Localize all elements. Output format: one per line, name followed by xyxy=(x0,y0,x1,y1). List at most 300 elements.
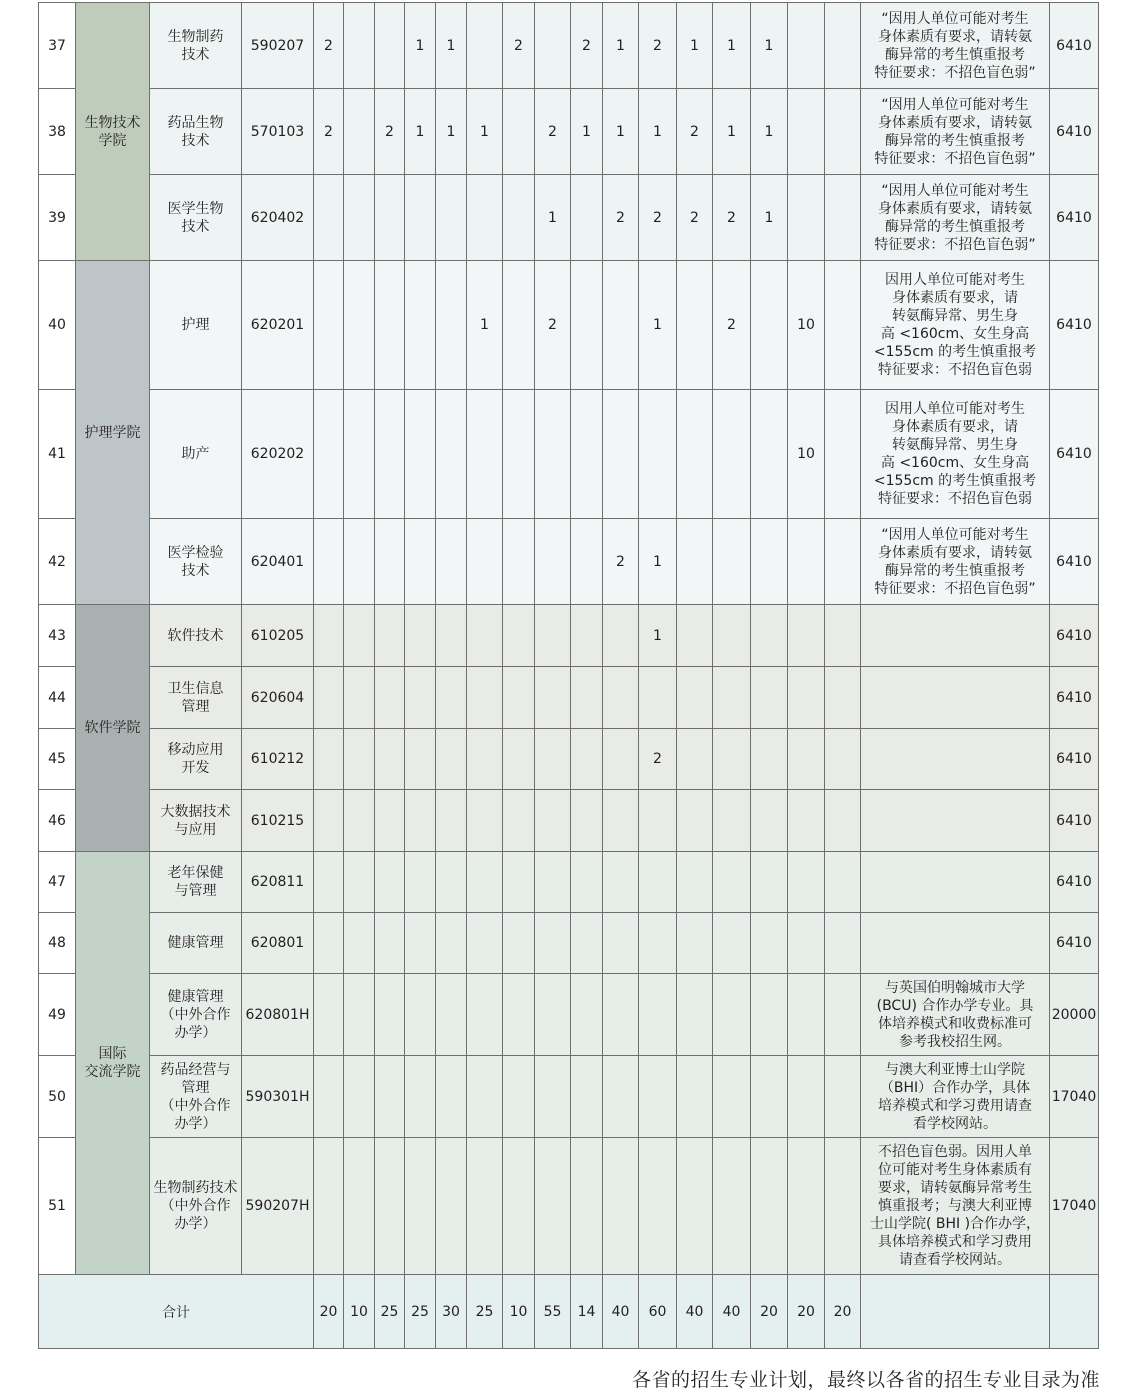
quota-cell: 2 xyxy=(639,175,677,261)
quota-cell: 1 xyxy=(467,261,503,390)
quota-cell xyxy=(405,519,436,605)
quota-cell xyxy=(713,974,751,1056)
tuition-fee: 6410 xyxy=(1050,605,1099,667)
row-number: 51 xyxy=(39,1138,76,1275)
total-row xyxy=(39,1275,1099,1349)
major-name: 医学检验 技术 xyxy=(150,519,242,605)
quota-cell xyxy=(603,667,639,729)
tuition-fee: 6410 xyxy=(1050,390,1099,519)
quota-cell xyxy=(314,1056,344,1138)
remark-cell: 因用人单位可能对考生 身体素质有要求，请 转氨酶异常、男生身 高 <160cm、女生身高 <155cm 的考生慎重报考 特征要求：不招色盲色弱 xyxy=(861,390,1050,519)
quota-cell: 2 xyxy=(535,261,571,390)
major-name: 药品经营与 管理 （中外合作 办学） xyxy=(150,1056,242,1138)
quota-cell: 2 xyxy=(535,89,571,175)
quota-cell xyxy=(344,1056,375,1138)
quota-cell: 2 xyxy=(603,519,639,605)
tuition-fee: 6410 xyxy=(1050,175,1099,261)
quota-cell: 10 xyxy=(788,261,825,390)
quota-cell xyxy=(436,790,467,852)
quota-cell xyxy=(375,519,405,605)
quota-cell xyxy=(503,974,535,1056)
quota-cell: 1 xyxy=(751,89,788,175)
quota-cell xyxy=(677,261,713,390)
quota-cell xyxy=(344,175,375,261)
quota-cell xyxy=(713,390,751,519)
table-row xyxy=(39,519,1099,605)
quota-cell: 1 xyxy=(639,605,677,667)
quota-cell: 2 xyxy=(375,89,405,175)
quota-cell xyxy=(436,390,467,519)
quota-cell xyxy=(535,790,571,852)
remark-cell xyxy=(861,913,1050,974)
quota-cell xyxy=(788,852,825,913)
total-cell: 20 xyxy=(788,1275,825,1349)
quota-cell xyxy=(314,790,344,852)
major-code: 620201 xyxy=(242,261,314,390)
quota-cell xyxy=(344,519,375,605)
quota-cell xyxy=(467,667,503,729)
major-name: 健康管理 （中外合作 办学） xyxy=(150,974,242,1056)
quota-cell xyxy=(788,913,825,974)
quota-cell xyxy=(603,974,639,1056)
quota-cell xyxy=(603,790,639,852)
table-row xyxy=(39,852,1099,913)
quota-cell xyxy=(535,1138,571,1275)
tuition-fee: 6410 xyxy=(1050,913,1099,974)
remark-cell: 不招色盲色弱。因用人单 位可能对考生身体素质有 要求，请转氨酶异常考生 慎重报考；与澳大利亚博 士山学院( BHI )合作办学， 具体培养模式和学习费用 请查看学校网站。 xyxy=(861,1138,1050,1275)
quota-cell xyxy=(751,1138,788,1275)
table-row xyxy=(39,3,1099,89)
quota-cell xyxy=(639,390,677,519)
quota-cell xyxy=(375,261,405,390)
quota-cell xyxy=(713,1056,751,1138)
major-code: 620401 xyxy=(242,519,314,605)
quota-cell xyxy=(571,667,603,729)
total-cell: 55 xyxy=(535,1275,571,1349)
quota-cell xyxy=(535,605,571,667)
quota-cell: 1 xyxy=(639,89,677,175)
table-row xyxy=(39,605,1099,667)
quota-cell xyxy=(405,667,436,729)
quota-cell xyxy=(825,1138,861,1275)
row-number: 38 xyxy=(39,89,76,175)
table-row xyxy=(39,390,1099,519)
quota-cell xyxy=(751,667,788,729)
quota-cell xyxy=(314,605,344,667)
quota-cell xyxy=(344,605,375,667)
quota-cell xyxy=(405,390,436,519)
quota-cell xyxy=(603,605,639,667)
quota-cell xyxy=(344,790,375,852)
quota-cell xyxy=(314,1138,344,1275)
quota-cell xyxy=(405,729,436,790)
quota-cell xyxy=(751,519,788,605)
row-number: 49 xyxy=(39,974,76,1056)
quota-cell xyxy=(535,852,571,913)
quota-cell xyxy=(825,913,861,974)
quota-cell xyxy=(436,261,467,390)
quota-cell xyxy=(375,913,405,974)
quota-cell xyxy=(639,852,677,913)
quota-cell xyxy=(751,261,788,390)
quota-cell: 10 xyxy=(788,390,825,519)
table-row xyxy=(39,974,1099,1056)
quota-cell xyxy=(467,390,503,519)
major-name: 移动应用 开发 xyxy=(150,729,242,790)
quota-cell xyxy=(436,729,467,790)
tuition-fee: 6410 xyxy=(1050,790,1099,852)
quota-cell xyxy=(603,261,639,390)
quota-cell: 1 xyxy=(639,519,677,605)
quota-cell xyxy=(603,1138,639,1275)
table-row xyxy=(39,729,1099,790)
quota-cell xyxy=(375,175,405,261)
major-code: 590207 xyxy=(242,3,314,89)
quota-cell xyxy=(751,852,788,913)
remark-cell: 因用人单位可能对考生 身体素质有要求，请 转氨酶异常、男生身 高 <160cm、女生身高 <155cm 的考生慎重报考 特征要求：不招色盲色弱 xyxy=(861,261,1050,390)
row-number: 45 xyxy=(39,729,76,790)
quota-cell xyxy=(467,605,503,667)
quota-cell: 1 xyxy=(713,89,751,175)
college-name: 软件学院 xyxy=(76,605,150,852)
quota-cell: 1 xyxy=(571,89,603,175)
quota-cell xyxy=(503,261,535,390)
total-fee xyxy=(1050,1275,1099,1349)
quota-cell xyxy=(677,519,713,605)
quota-cell: 1 xyxy=(405,89,436,175)
major-code: 590301H xyxy=(242,1056,314,1138)
row-number: 40 xyxy=(39,261,76,390)
quota-cell xyxy=(535,667,571,729)
quota-cell xyxy=(314,974,344,1056)
quota-cell xyxy=(436,913,467,974)
remark-cell xyxy=(861,852,1050,913)
quota-cell: 2 xyxy=(314,89,344,175)
quota-cell: 2 xyxy=(639,3,677,89)
quota-cell: 2 xyxy=(503,3,535,89)
quota-cell xyxy=(436,519,467,605)
quota-cell xyxy=(751,1056,788,1138)
quota-cell: 2 xyxy=(639,729,677,790)
quota-cell xyxy=(314,913,344,974)
quota-cell xyxy=(436,667,467,729)
tuition-fee: 6410 xyxy=(1050,3,1099,89)
major-name: 生物制药技术 （中外合作 办学） xyxy=(150,1138,242,1275)
quota-cell xyxy=(436,974,467,1056)
major-name: 卫生信息 管理 xyxy=(150,667,242,729)
quota-cell xyxy=(713,729,751,790)
quota-cell xyxy=(677,390,713,519)
quota-cell xyxy=(344,3,375,89)
quota-cell xyxy=(436,1138,467,1275)
quota-cell xyxy=(503,852,535,913)
quota-cell xyxy=(639,790,677,852)
quota-cell xyxy=(503,519,535,605)
major-code: 610215 xyxy=(242,790,314,852)
quota-cell xyxy=(639,667,677,729)
quota-cell: 1 xyxy=(713,3,751,89)
remark-cell: 与英国伯明翰城市大学 (BCU) 合作办学专业。具 体培养模式和收费标准可 参考我校招生网。 xyxy=(861,974,1050,1056)
quota-cell xyxy=(314,261,344,390)
quota-cell xyxy=(436,1056,467,1138)
quota-cell xyxy=(825,974,861,1056)
table-row xyxy=(39,1056,1099,1138)
enrollment-plan-table xyxy=(38,2,1099,1349)
quota-cell xyxy=(713,519,751,605)
quota-cell: 2 xyxy=(571,3,603,89)
row-number: 39 xyxy=(39,175,76,261)
quota-cell xyxy=(571,605,603,667)
row-number: 42 xyxy=(39,519,76,605)
major-name: 老年保健 与管理 xyxy=(150,852,242,913)
quota-cell xyxy=(751,390,788,519)
quota-cell xyxy=(825,1056,861,1138)
quota-cell: 1 xyxy=(603,89,639,175)
major-code: 610212 xyxy=(242,729,314,790)
total-cell: 25 xyxy=(375,1275,405,1349)
tuition-fee: 17040 xyxy=(1050,1056,1099,1138)
quota-cell: 2 xyxy=(713,175,751,261)
total-cell: 20 xyxy=(825,1275,861,1349)
major-name: 医学生物 技术 xyxy=(150,175,242,261)
quota-cell xyxy=(503,1138,535,1275)
quota-cell xyxy=(639,913,677,974)
quota-cell xyxy=(344,913,375,974)
quota-cell xyxy=(788,89,825,175)
tuition-fee: 6410 xyxy=(1050,667,1099,729)
quota-cell xyxy=(571,974,603,1056)
quota-cell xyxy=(535,390,571,519)
quota-cell xyxy=(825,519,861,605)
quota-cell xyxy=(825,175,861,261)
total-cell: 10 xyxy=(344,1275,375,1349)
remark-cell: “因用人单位可能对考生 身体素质有要求，请转氨 酶异常的考生慎重报考 特征要求：不招色盲色弱” xyxy=(861,519,1050,605)
footer-note: 各省的招生专业计划，最终以各省的招生专业目录为准 xyxy=(631,1369,1100,1391)
quota-cell xyxy=(571,1138,603,1275)
quota-cell xyxy=(375,852,405,913)
total-cell: 40 xyxy=(603,1275,639,1349)
row-number: 50 xyxy=(39,1056,76,1138)
quota-cell xyxy=(503,913,535,974)
quota-cell xyxy=(405,605,436,667)
quota-cell xyxy=(314,175,344,261)
quota-cell xyxy=(603,729,639,790)
quota-cell xyxy=(344,89,375,175)
quota-cell: 1 xyxy=(436,89,467,175)
quota-cell xyxy=(751,605,788,667)
total-cell: 20 xyxy=(314,1275,344,1349)
table-row xyxy=(39,790,1099,852)
quota-cell xyxy=(344,261,375,390)
row-number: 37 xyxy=(39,3,76,89)
quota-cell xyxy=(571,175,603,261)
major-name: 软件技术 xyxy=(150,605,242,667)
quota-cell xyxy=(405,974,436,1056)
quota-cell xyxy=(535,729,571,790)
quota-cell xyxy=(405,852,436,913)
quota-cell xyxy=(825,852,861,913)
quota-cell xyxy=(603,1056,639,1138)
quota-cell xyxy=(503,175,535,261)
total-cell: 40 xyxy=(677,1275,713,1349)
quota-cell xyxy=(751,974,788,1056)
quota-cell: 2 xyxy=(603,175,639,261)
quota-cell xyxy=(751,729,788,790)
total-cell: 40 xyxy=(713,1275,751,1349)
tuition-fee: 20000 xyxy=(1050,974,1099,1056)
quota-cell xyxy=(751,913,788,974)
tuition-fee: 6410 xyxy=(1050,261,1099,390)
quota-cell xyxy=(344,667,375,729)
quota-cell xyxy=(788,790,825,852)
quota-cell xyxy=(603,913,639,974)
quota-cell xyxy=(603,390,639,519)
quota-cell xyxy=(314,390,344,519)
quota-cell xyxy=(535,1056,571,1138)
quota-cell xyxy=(677,790,713,852)
quota-cell xyxy=(639,974,677,1056)
quota-cell: 2 xyxy=(677,175,713,261)
remark-cell: 与澳大利亚博士山学院 （BHI）合作办学，具体 培养模式和学习费用请查 看学校网站。 xyxy=(861,1056,1050,1138)
quota-cell xyxy=(405,1056,436,1138)
quota-cell: 2 xyxy=(713,261,751,390)
quota-cell xyxy=(788,1056,825,1138)
quota-cell xyxy=(571,729,603,790)
quota-cell xyxy=(825,89,861,175)
quota-cell xyxy=(467,519,503,605)
quota-cell xyxy=(788,175,825,261)
row-number: 48 xyxy=(39,913,76,974)
major-code: 620202 xyxy=(242,390,314,519)
major-name: 健康管理 xyxy=(150,913,242,974)
major-code: 570103 xyxy=(242,89,314,175)
quota-cell xyxy=(713,605,751,667)
quota-cell xyxy=(405,261,436,390)
quota-cell xyxy=(467,913,503,974)
quota-cell xyxy=(405,1138,436,1275)
quota-cell xyxy=(503,605,535,667)
total-cell: 25 xyxy=(467,1275,503,1349)
major-name: 药品生物 技术 xyxy=(150,89,242,175)
quota-cell xyxy=(825,790,861,852)
quota-cell xyxy=(375,1056,405,1138)
quota-cell xyxy=(713,852,751,913)
quota-cell xyxy=(788,1138,825,1275)
table-row xyxy=(39,261,1099,390)
quota-cell xyxy=(677,729,713,790)
quota-cell xyxy=(314,729,344,790)
quota-cell xyxy=(571,1056,603,1138)
major-name: 生物制药 技术 xyxy=(150,3,242,89)
quota-cell xyxy=(571,913,603,974)
college-name: 护理学院 xyxy=(76,261,150,605)
tuition-fee: 17040 xyxy=(1050,1138,1099,1275)
table-row xyxy=(39,667,1099,729)
quota-cell xyxy=(467,1138,503,1275)
total-cell: 10 xyxy=(503,1275,535,1349)
quota-cell xyxy=(677,605,713,667)
table-row xyxy=(39,89,1099,175)
quota-cell xyxy=(436,605,467,667)
quota-cell xyxy=(503,1056,535,1138)
quota-cell xyxy=(405,175,436,261)
tuition-fee: 6410 xyxy=(1050,852,1099,913)
quota-cell xyxy=(788,667,825,729)
tuition-fee: 6410 xyxy=(1050,519,1099,605)
major-code: 620801 xyxy=(242,913,314,974)
quota-cell xyxy=(825,261,861,390)
quota-cell xyxy=(436,175,467,261)
quota-cell xyxy=(375,974,405,1056)
quota-cell xyxy=(677,913,713,974)
quota-cell xyxy=(344,974,375,1056)
quota-cell xyxy=(571,390,603,519)
row-number: 43 xyxy=(39,605,76,667)
quota-cell: 2 xyxy=(677,89,713,175)
total-label: 合计 xyxy=(39,1275,314,1349)
total-cell: 60 xyxy=(639,1275,677,1349)
college-name: 生物技术 学院 xyxy=(76,3,150,261)
quota-cell xyxy=(467,974,503,1056)
quota-cell xyxy=(713,1138,751,1275)
quota-cell: 1 xyxy=(751,3,788,89)
quota-cell xyxy=(344,852,375,913)
remark-cell: “因用人单位可能对考生 身体素质有要求，请转氨 酶异常的考生慎重报考 特征要求：不招色盲色弱” xyxy=(861,89,1050,175)
quota-cell xyxy=(405,913,436,974)
quota-cell xyxy=(571,261,603,390)
quota-cell xyxy=(314,519,344,605)
table-row xyxy=(39,175,1099,261)
quota-cell xyxy=(503,390,535,519)
quota-cell xyxy=(467,790,503,852)
quota-cell xyxy=(713,913,751,974)
quota-cell xyxy=(344,1138,375,1275)
quota-cell xyxy=(314,667,344,729)
quota-cell: 1 xyxy=(467,89,503,175)
quota-cell: 1 xyxy=(436,3,467,89)
major-code: 620402 xyxy=(242,175,314,261)
major-code: 610205 xyxy=(242,605,314,667)
quota-cell xyxy=(571,852,603,913)
remark-cell xyxy=(861,605,1050,667)
tuition-fee: 6410 xyxy=(1050,89,1099,175)
quota-cell xyxy=(375,390,405,519)
quota-cell xyxy=(677,667,713,729)
quota-cell xyxy=(375,605,405,667)
quota-cell xyxy=(503,667,535,729)
quota-cell xyxy=(503,790,535,852)
quota-cell xyxy=(314,852,344,913)
quota-cell xyxy=(467,3,503,89)
table-row xyxy=(39,913,1099,974)
quota-cell xyxy=(375,790,405,852)
row-number: 47 xyxy=(39,852,76,913)
quota-cell xyxy=(535,3,571,89)
total-cell: 14 xyxy=(571,1275,603,1349)
quota-cell xyxy=(825,729,861,790)
table-row xyxy=(39,1138,1099,1275)
quota-cell xyxy=(535,974,571,1056)
row-number: 44 xyxy=(39,667,76,729)
quota-cell: 1 xyxy=(535,175,571,261)
college-name: 国际 交流学院 xyxy=(76,852,150,1275)
quota-cell: 1 xyxy=(751,175,788,261)
quota-cell: 1 xyxy=(405,3,436,89)
quota-cell xyxy=(825,3,861,89)
quota-cell xyxy=(639,1138,677,1275)
major-code: 620604 xyxy=(242,667,314,729)
quota-cell xyxy=(405,790,436,852)
